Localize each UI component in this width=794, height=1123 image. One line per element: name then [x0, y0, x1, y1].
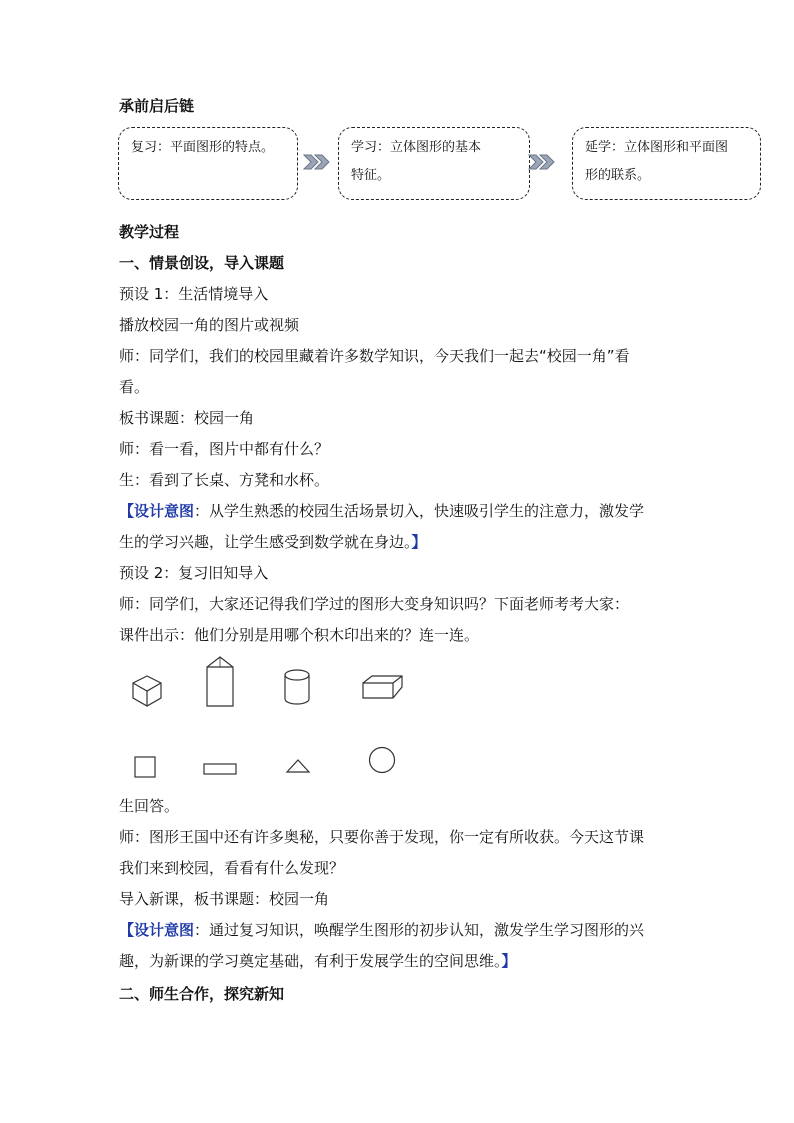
design-intent-label-2: 【设计意图: [119, 921, 195, 939]
circle-icon: [367, 745, 397, 775]
design-intent-1: [119, 501, 644, 521]
study-text-line1: 学习：立体图形的基本: [351, 140, 482, 155]
study-box: [338, 127, 530, 200]
student-line-2: 生回答。: [119, 797, 180, 815]
review-box: [118, 127, 298, 200]
courseware-line: 课件出示：他们分别是用哪个积木印出来的？连一连。: [119, 626, 480, 644]
design-intent-text-2b: 趣，为新课的学习奠定基础，有利于发展学生的空间思维。: [119, 952, 502, 970]
double-chevron-right-icon: [527, 153, 557, 171]
teacher-line-4b: 我们来到校园，看看有什么发现？: [119, 859, 345, 877]
extend-text-line2: 形的联系。: [585, 168, 651, 183]
design-intent-text-2: 生的学习兴趣，让学生感受到数学就在身边。: [119, 533, 412, 551]
prism-icon: [204, 655, 236, 709]
rectangle-icon: [202, 762, 238, 776]
teacher-line-2: 师：看一看，图片中都有什么？: [119, 440, 330, 458]
preset1: 预设 1：生活情境导入: [119, 285, 269, 303]
extend-box: [572, 127, 761, 200]
cuboid-icon: [360, 673, 404, 701]
process-title: 教学过程: [119, 223, 180, 241]
teacher-line-1b: 看。: [119, 378, 150, 396]
play-media: 播放校园一角的图片或视频: [119, 316, 300, 334]
teacher-line-4a: 师：图形王国中还有许多奥秘，只要你善于发现，你一定有所收获。今天这节课: [119, 828, 645, 846]
teacher-line-3: 师：同学们，大家还记得我们学过的图形大变身知识吗？下面老师考考大家：: [119, 595, 630, 613]
board-title-1: 板书课题：校园一角: [119, 409, 255, 427]
new-lesson-line: 导入新课，板书课题：校园一角: [119, 890, 330, 908]
triangle-icon: [285, 758, 311, 774]
cube-icon: [130, 673, 164, 709]
section-title: 承前启后链: [119, 97, 195, 115]
design-intent-2b: [119, 951, 517, 971]
part2-title: 二、师生合作，探究新知: [119, 985, 285, 1003]
teacher-line-1a: 师：同学们，我们的校园里藏着许多数学知识，今天我们一起去“校园一角”看: [119, 347, 630, 365]
cylinder-icon: [282, 668, 312, 706]
double-chevron-right-icon: [302, 153, 332, 171]
design-intent-close: 】: [411, 533, 427, 551]
design-intent-text: ：从学生熟悉的校园生活场景切入，快速吸引学生的注意力，激发学: [194, 502, 645, 520]
design-intent-close-2: 】: [501, 952, 517, 970]
square-icon: [133, 755, 157, 779]
part1-title: 一、情景创设，导入课题: [119, 254, 285, 272]
study-text-line2: 特征。: [351, 168, 391, 183]
design-intent-text-2a: ：通过复习知识，唤醒学生图形的初步认知，激发学生学习图形的兴: [194, 921, 645, 939]
preset2: 预设 2：复习旧知导入: [119, 564, 269, 582]
review-text: 复习：平面图形的特点。: [131, 140, 275, 155]
design-intent-2: [119, 920, 644, 940]
extend-text-line1: 延学：立体图形和平面图: [585, 140, 729, 155]
student-line-1: 生：看到了长桌、方凳和水杯。: [119, 471, 330, 489]
design-intent-label: 【设计意图: [119, 502, 195, 520]
design-intent-1b: [119, 532, 427, 552]
